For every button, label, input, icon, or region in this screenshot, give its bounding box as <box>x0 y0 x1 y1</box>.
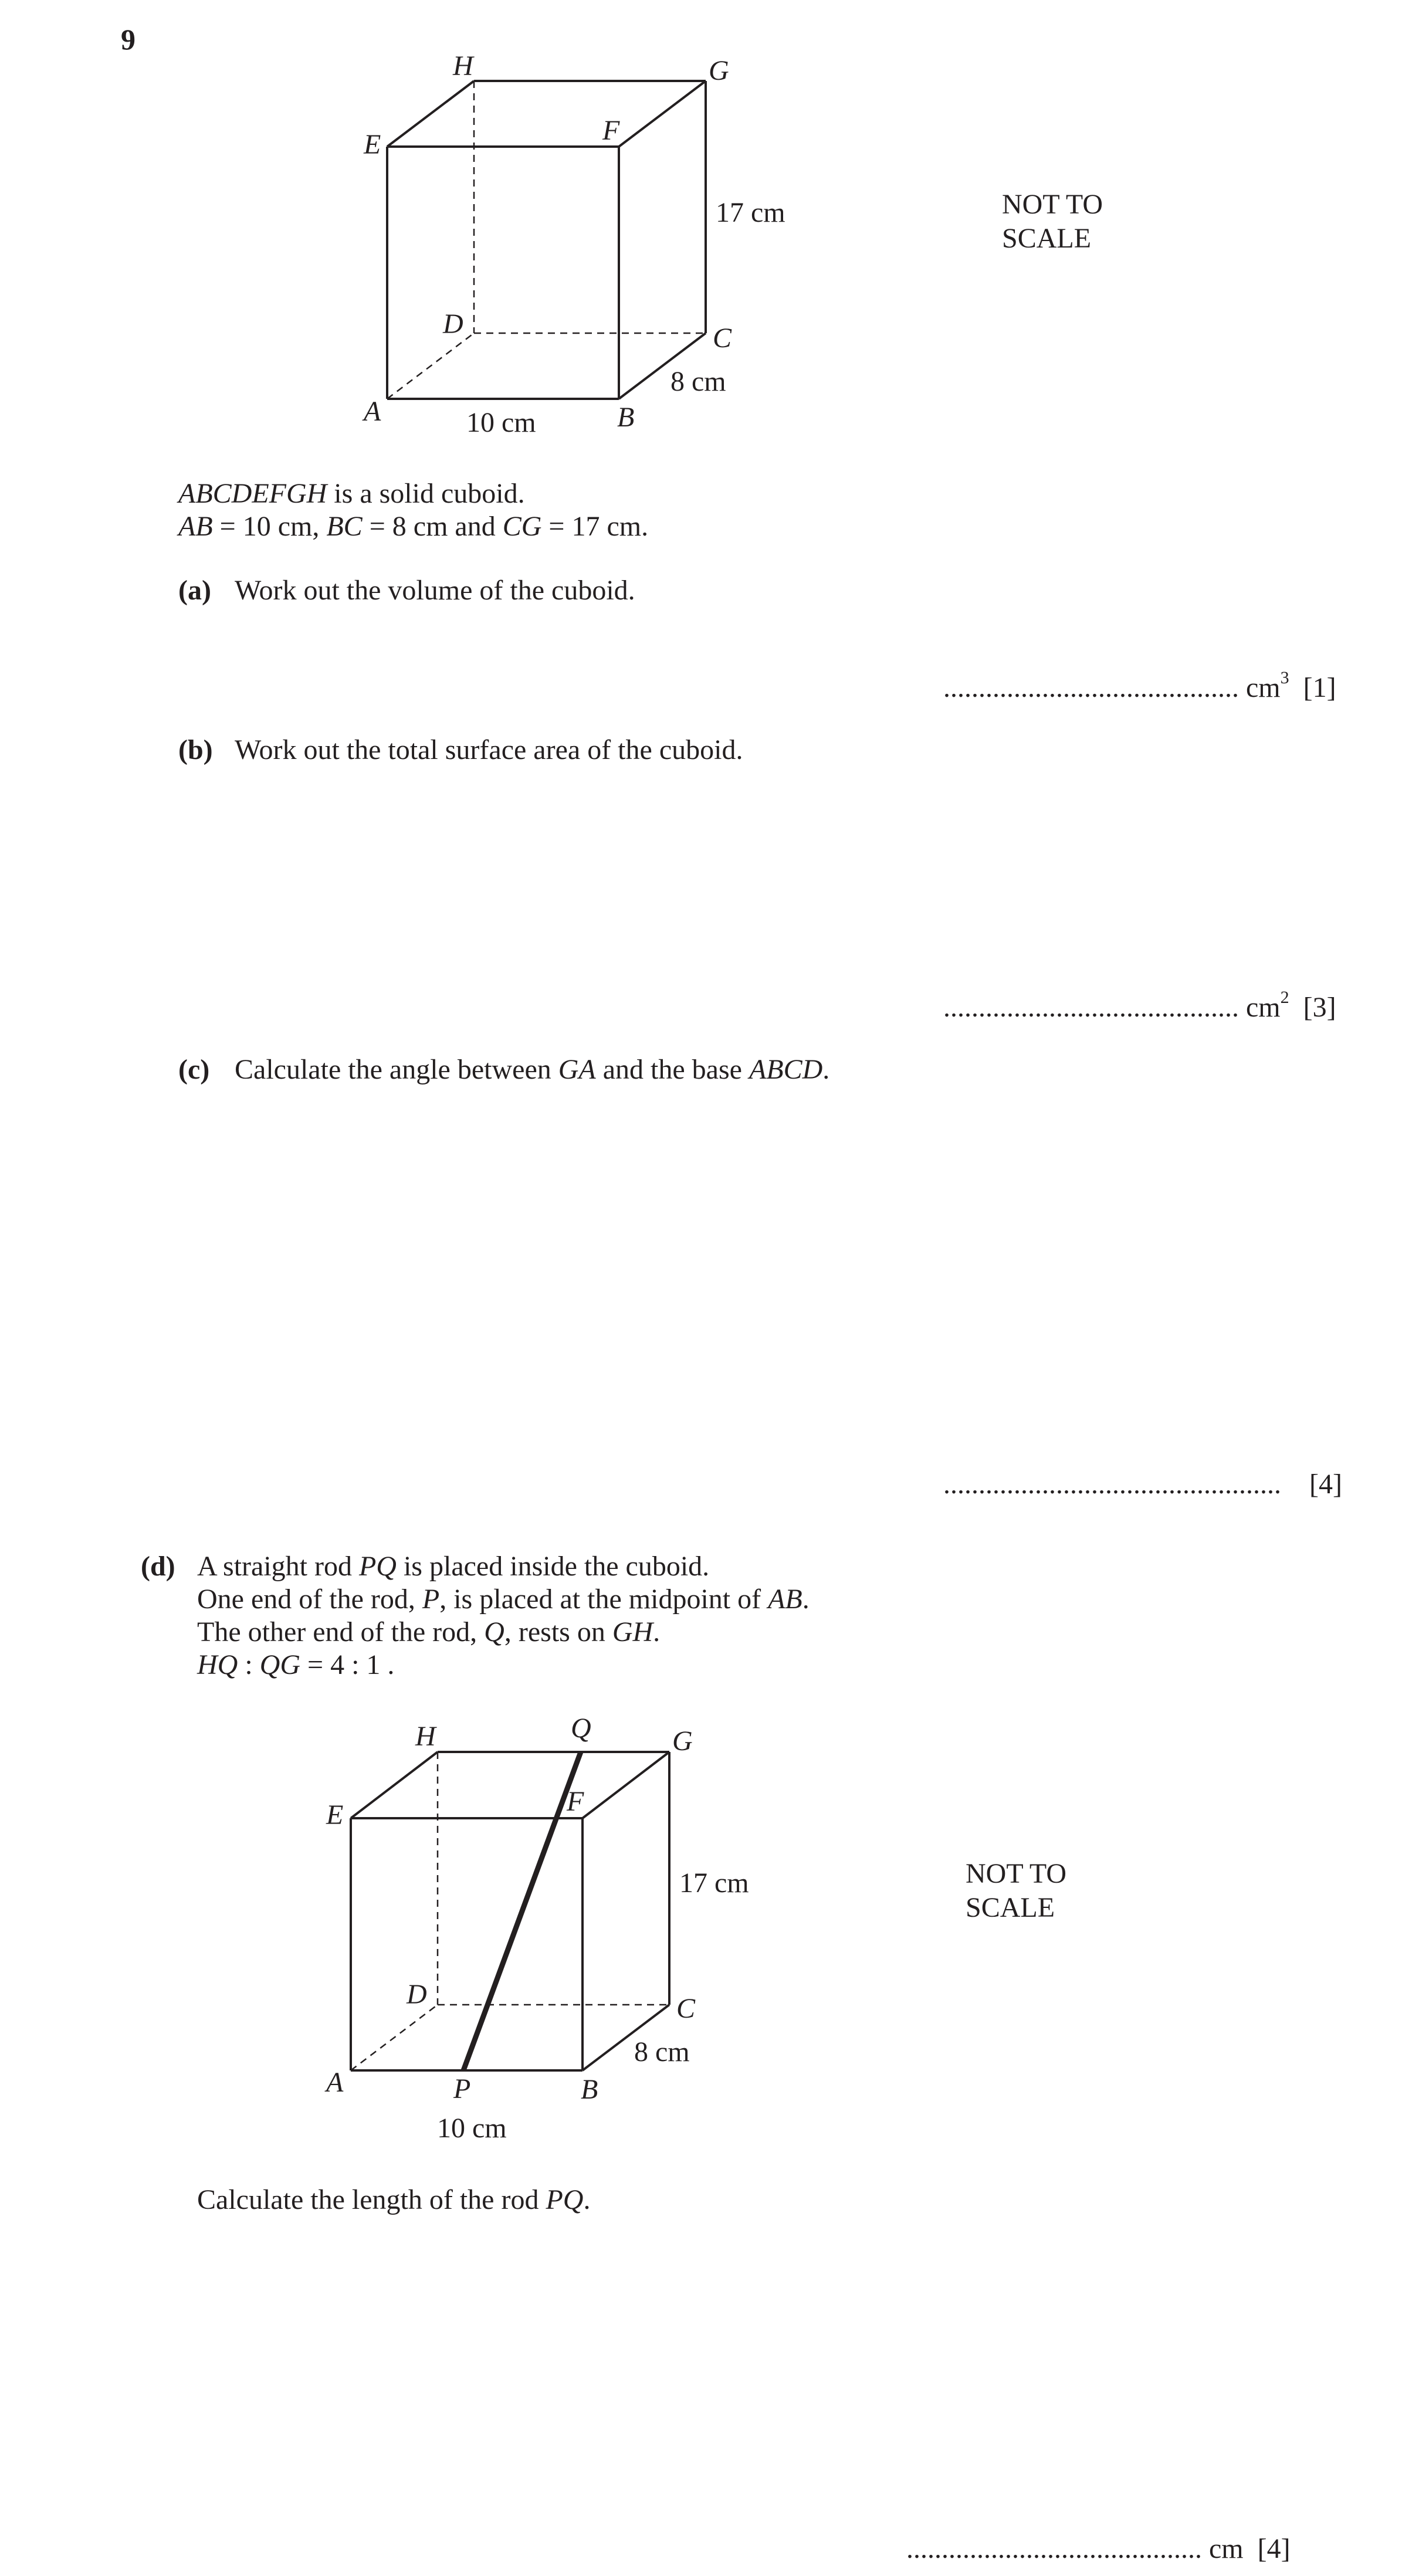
vertex-g-label: G <box>709 55 729 86</box>
part-d-line-4-qg: QG <box>259 1649 300 1680</box>
part-c-marks: [4] <box>1309 1469 1342 1500</box>
ab2-length-label: 10 cm <box>437 2113 507 2144</box>
intro-bc: BC <box>326 511 363 542</box>
cuboid-diagram-1 <box>0 0 1419 481</box>
not-to-scale-line-2: SCALE <box>1002 223 1092 254</box>
intro-cg: CG <box>502 511 542 542</box>
part-c-label: (c) <box>178 1054 210 1085</box>
vertex-b-label: B <box>617 402 635 433</box>
part-a-unit-power: 3 <box>1280 668 1289 687</box>
vertex-q-label: Q <box>571 1713 591 1744</box>
part-d-line-2-a: One end of the rod, <box>197 1584 422 1615</box>
intro-line-1-text: is a solid cuboid. <box>327 478 525 509</box>
vertex-c-label: C <box>713 323 732 354</box>
part-d-line-1-pq: PQ <box>358 1551 397 1582</box>
part-d-instruction-a: Calculate the length of the rod <box>197 2184 546 2215</box>
not-to-scale-note-2 <box>966 1857 1066 1925</box>
part-d-line-3-gh: GH <box>612 1616 653 1648</box>
vertex-a-label: A <box>364 396 381 427</box>
intro-bc-val: = 8 cm and <box>362 511 503 542</box>
part-d-line-3-a: The other end of the rod, <box>197 1616 485 1648</box>
part-b-marks: [3] <box>1303 992 1336 1023</box>
part-a-label: (a) <box>178 575 211 606</box>
intro-ab: AB <box>178 511 213 542</box>
part-b-answer-line[interactable] <box>943 988 1336 1023</box>
part-b-answer-dots: .......................................... <box>943 992 1239 1023</box>
part-a-text: Work out the volume of the cuboid. <box>235 575 635 606</box>
part-d-instruction-pq: PQ <box>546 2184 584 2215</box>
rod-pq <box>463 1752 581 2070</box>
intro-ab-val: = 10 cm, <box>212 511 327 542</box>
cuboid-name: ABCDEFGH <box>178 478 327 509</box>
bc-length-label: 8 cm <box>670 366 726 397</box>
part-d-line-4-a: : <box>238 1649 260 1680</box>
part-d-answer-dots: .......................................... <box>906 2533 1202 2564</box>
cuboid-diagram-2 <box>0 1689 1419 2217</box>
part-d-line-3-b: , rests on <box>504 1616 612 1648</box>
part-d-line-3 <box>197 1618 660 1646</box>
part-a-answer-dots: .......................................... <box>943 672 1239 703</box>
part-d-line-3-c: . <box>653 1616 661 1648</box>
vertex-h-label: H <box>453 50 473 82</box>
part-b-text: Work out the total surface area of the cuboid. <box>235 734 743 765</box>
cg2-length-label: 17 cm <box>679 1867 749 1899</box>
intro-line-2 <box>178 513 648 541</box>
part-d-line-1-b: is placed inside the cuboid. <box>396 1551 710 1582</box>
vertex-h2-label: H <box>415 1721 436 1752</box>
part-d-line-2-p: P <box>422 1584 440 1615</box>
part-b-unit: cm <box>1246 992 1281 1023</box>
part-d-line-1 <box>197 1553 709 1581</box>
part-c-text <box>235 1056 829 1084</box>
part-d-marks: [4] <box>1257 2533 1291 2564</box>
part-d-answer-line[interactable] <box>906 2533 1291 2565</box>
cg-length-label: 17 cm <box>716 197 785 228</box>
not-to-scale-note-1 <box>1002 188 1103 256</box>
vertex-g2-label: G <box>672 1726 693 1757</box>
intro-line-1 <box>178 480 525 508</box>
bc2-length-label: 8 cm <box>634 2036 690 2067</box>
vertex-f-label: F <box>602 115 620 146</box>
vertex-b2-label: B <box>581 2074 598 2105</box>
part-a-unit: cm <box>1246 672 1281 703</box>
part-b-label: (b) <box>178 734 213 765</box>
vertex-e-label: E <box>364 129 381 160</box>
part-d-line-2-b: , is placed at the midpoint of <box>439 1584 768 1615</box>
part-c-answer-dots: ................................................ <box>943 1469 1281 1500</box>
part-d-unit: cm <box>1209 2533 1244 2564</box>
ab-length-label: 10 cm <box>466 407 536 438</box>
part-d-line-2-c: . <box>802 1584 810 1615</box>
question-number: 9 <box>121 23 136 56</box>
not-to-scale-line-1: NOT TO <box>1002 189 1103 220</box>
part-c-text-3: . <box>822 1054 830 1085</box>
not-to-scale-2-line-2: SCALE <box>966 1892 1055 1923</box>
part-d-instruction-b: . <box>583 2184 591 2215</box>
part-b-unit-power: 2 <box>1280 988 1289 1007</box>
part-c-text-1: Calculate the angle between <box>235 1054 558 1085</box>
intro-cg-val: = 17 cm. <box>541 511 649 542</box>
vertex-a2-label: A <box>326 2067 344 2098</box>
part-a-marks: [1] <box>1303 672 1336 703</box>
part-d-line-2 <box>197 1585 810 1614</box>
part-d-line-4-b: = 4 : 1 . <box>300 1649 395 1680</box>
vertex-f2-label: F <box>567 1786 584 1817</box>
vertex-p-label: P <box>453 2073 471 2104</box>
part-c-answer-line[interactable] <box>943 1468 1342 1500</box>
part-d-line-4-hq: HQ <box>197 1649 238 1680</box>
part-d-line-4 <box>197 1651 394 1679</box>
vertex-c2-label: C <box>676 1993 696 2024</box>
part-d-instruction <box>197 2186 590 2214</box>
part-c-ga: GA <box>558 1054 596 1085</box>
part-d-line-2-ab: AB <box>768 1584 802 1615</box>
part-c-text-2: and the base <box>595 1054 749 1085</box>
vertex-d-label: D <box>443 309 463 340</box>
part-a-answer-line[interactable] <box>943 668 1336 704</box>
vertex-d2-label: D <box>407 1979 427 2010</box>
part-c-abcd: ABCD <box>749 1054 823 1085</box>
vertex-e2-label: E <box>326 1799 344 1831</box>
part-d-label: (d) <box>141 1551 175 1582</box>
part-d-line-3-q: Q <box>484 1616 504 1648</box>
not-to-scale-2-line-1: NOT TO <box>966 1858 1067 1889</box>
part-d-line-1-a: A straight rod <box>197 1551 359 1582</box>
